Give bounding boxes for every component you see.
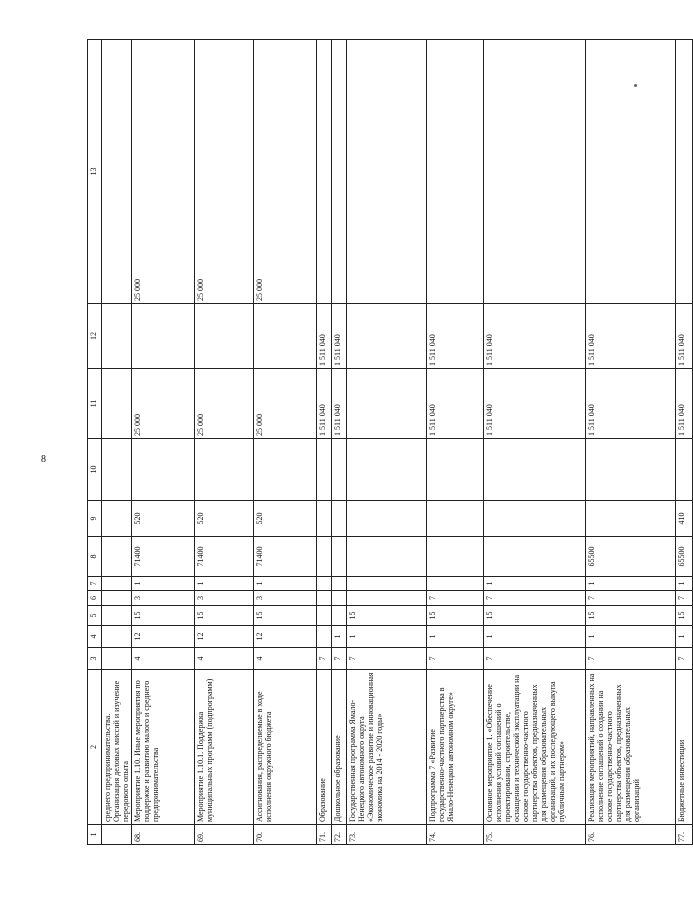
value-cell xyxy=(195,304,254,369)
header-cell: 3 xyxy=(88,648,102,670)
row-name-cell: Реализация мероприятий, направленных на исполнение соглашений о создании на основе государственно-частного партнерства объектов, предназначенных для размещения образовательных организаций xyxy=(586,670,676,825)
header-cell: 2 xyxy=(88,670,102,825)
value-cell xyxy=(102,369,132,439)
row-name-cell: Бюджетные инвестиции xyxy=(676,670,693,825)
value-cell: 520 xyxy=(132,501,195,537)
value-cell xyxy=(254,304,317,369)
value-cell xyxy=(347,577,427,591)
value-cell xyxy=(132,304,195,369)
value-cell xyxy=(347,501,427,537)
header-cell: 7 xyxy=(88,577,102,591)
value-cell: 25 000 xyxy=(132,369,195,439)
value-cell: 3 xyxy=(195,591,254,606)
value-cell xyxy=(102,40,132,304)
row-name-cell: Мероприятие 1.10.1. Поддержка муниципальных программ (подпрограмм) xyxy=(195,670,254,825)
row-number-cell: 72. xyxy=(332,825,347,845)
header-cell: 4 xyxy=(88,626,102,648)
value-cell: 3 xyxy=(254,591,317,606)
row-number-cell: 73. xyxy=(347,825,427,845)
value-cell: 1 511 040 xyxy=(427,369,484,439)
header-cell: 12 xyxy=(88,304,102,369)
row-number-cell: 70. xyxy=(254,825,317,845)
value-cell: 12 xyxy=(254,626,317,648)
value-cell: 3 xyxy=(132,591,195,606)
row-name-cell: Дошкольное образование xyxy=(332,670,347,825)
value-cell: 15 xyxy=(586,606,676,626)
value-cell xyxy=(102,626,132,648)
value-cell xyxy=(427,537,484,577)
row-name-cell: Основное мероприятие 1. «Обеспечение исполнения условий соглашений о проектировании, строительстве, оснащении и технической эксплуатации на основе государственно-частного партнерства объектов, предназначенных для размещения образовательных организаций, и их последующего выкупа публичным партнером» xyxy=(484,670,586,825)
value-cell xyxy=(317,626,332,648)
value-cell xyxy=(317,537,332,577)
value-cell: 15 xyxy=(484,606,586,626)
value-cell: 1 xyxy=(484,626,586,648)
value-cell xyxy=(317,577,332,591)
value-cell: 4 xyxy=(132,648,195,670)
value-cell xyxy=(332,591,347,606)
value-cell: 1 xyxy=(427,626,484,648)
value-cell: 4 xyxy=(195,648,254,670)
table-row xyxy=(102,40,132,845)
table-row xyxy=(317,40,332,845)
value-cell xyxy=(347,591,427,606)
value-cell: 1 xyxy=(484,577,586,591)
value-cell: 15 xyxy=(254,606,317,626)
row-name-cell: Государственная программа Ямало-Ненецкого автономного округа «Экономическое развитие и инновационная экономика на 2014 - 2020 годы» xyxy=(347,670,427,825)
value-cell: 12 xyxy=(195,626,254,648)
header-cell: 13 xyxy=(88,40,102,304)
table-row xyxy=(427,40,484,845)
row-number-cell: 75. xyxy=(484,825,586,845)
table-header-row xyxy=(88,40,102,845)
value-cell: 7 xyxy=(347,648,427,670)
table-row xyxy=(332,40,347,845)
header-cell: 10 xyxy=(88,439,102,501)
value-cell: 7 xyxy=(676,591,693,606)
value-cell xyxy=(586,40,676,304)
value-cell xyxy=(427,439,484,501)
value-cell xyxy=(347,439,427,501)
header-cell: 8 xyxy=(88,537,102,577)
table-row xyxy=(347,40,427,845)
value-cell: 65500 xyxy=(676,537,693,577)
header-cell: 11 xyxy=(88,369,102,439)
value-cell: 15 xyxy=(132,606,195,626)
value-cell: 71400 xyxy=(132,537,195,577)
row-number-cell: 74. xyxy=(427,825,484,845)
value-cell: 1 xyxy=(347,626,427,648)
table-row xyxy=(254,40,317,845)
value-cell xyxy=(102,591,132,606)
value-cell xyxy=(332,439,347,501)
value-cell xyxy=(427,501,484,537)
value-cell xyxy=(102,648,132,670)
value-cell: 1 xyxy=(254,577,317,591)
row-number-cell xyxy=(102,825,132,845)
value-cell xyxy=(332,606,347,626)
value-cell: 7 xyxy=(676,648,693,670)
value-cell: 1 511 040 xyxy=(427,304,484,369)
value-cell: 520 xyxy=(254,501,317,537)
value-cell xyxy=(676,439,693,501)
value-cell: 410 xyxy=(676,501,693,537)
value-cell: 7 xyxy=(317,648,332,670)
row-number-cell: 71. xyxy=(317,825,332,845)
rotated-table-wrapper xyxy=(87,40,686,845)
budget-table xyxy=(87,39,693,845)
value-cell: 1 511 040 xyxy=(586,304,676,369)
value-cell: 1 511 040 xyxy=(586,369,676,439)
row-number-cell: 68. xyxy=(132,825,195,845)
value-cell: 1 xyxy=(195,577,254,591)
table-row xyxy=(195,40,254,845)
row-name-cell: Ассигнования, распределяемые в ходе исполнения окружного бюджета xyxy=(254,670,317,825)
value-cell: 7 xyxy=(586,591,676,606)
value-cell: 1 xyxy=(586,577,676,591)
value-cell xyxy=(102,606,132,626)
value-cell: 4 xyxy=(254,648,317,670)
value-cell xyxy=(102,537,132,577)
value-cell: 1 511 040 xyxy=(317,304,332,369)
value-cell: 71400 xyxy=(195,537,254,577)
value-cell xyxy=(317,439,332,501)
value-cell xyxy=(102,439,132,501)
value-cell: 15 xyxy=(676,606,693,626)
value-cell: 15 xyxy=(347,606,427,626)
row-name-cell: среднего предпринимательства. Организация деловых миссий и изучение передового опыта xyxy=(102,670,132,825)
value-cell xyxy=(332,501,347,537)
value-cell xyxy=(332,537,347,577)
value-cell xyxy=(332,577,347,591)
value-cell xyxy=(317,501,332,537)
value-cell: 1 xyxy=(676,626,693,648)
table-row xyxy=(586,40,676,845)
value-cell xyxy=(427,577,484,591)
value-cell: 25 000 xyxy=(195,40,254,304)
value-cell xyxy=(317,606,332,626)
value-cell: 1 511 040 xyxy=(332,369,347,439)
header-cell: 1 xyxy=(88,825,102,845)
row-name-cell: Мероприятие 1.10. Иные мероприятия по поддержке и развитию малого и среднего предпринимательства xyxy=(132,670,195,825)
value-cell xyxy=(347,40,427,304)
value-cell: 15 xyxy=(427,606,484,626)
table-row xyxy=(132,40,195,845)
value-cell: 25 000 xyxy=(132,40,195,304)
value-cell xyxy=(132,439,195,501)
value-cell xyxy=(347,369,427,439)
value-cell xyxy=(484,501,586,537)
value-cell xyxy=(254,439,317,501)
value-cell: 7 xyxy=(427,648,484,670)
row-number-cell: 77. xyxy=(676,825,693,845)
value-cell: 1 xyxy=(676,577,693,591)
value-cell: 1 xyxy=(132,577,195,591)
value-cell: 12 xyxy=(132,626,195,648)
row-number-cell: 76. xyxy=(586,825,676,845)
table-row xyxy=(484,40,586,845)
value-cell xyxy=(195,439,254,501)
value-cell: 520 xyxy=(195,501,254,537)
page-number: 8 xyxy=(41,454,46,465)
value-cell: 1 511 040 xyxy=(676,369,693,439)
value-cell xyxy=(484,439,586,501)
header-cell: 6 xyxy=(88,591,102,606)
value-cell xyxy=(102,501,132,537)
header-cell: 9 xyxy=(88,501,102,537)
value-cell xyxy=(347,304,427,369)
value-cell xyxy=(332,40,347,304)
value-cell: 1 511 040 xyxy=(317,369,332,439)
value-cell: 1 511 040 xyxy=(484,304,586,369)
value-cell: 1 511 040 xyxy=(332,304,347,369)
value-cell: 1 511 040 xyxy=(676,304,693,369)
value-cell: 7 xyxy=(484,648,586,670)
value-cell xyxy=(102,577,132,591)
value-cell: 7 xyxy=(332,648,347,670)
value-cell: 25 000 xyxy=(254,40,317,304)
row-name-cell: Подпрограмма 7 «Развитие государственно-частного партнерства в Ямало-Ненецком автономном округе» xyxy=(427,670,484,825)
value-cell xyxy=(102,304,132,369)
value-cell: 7 xyxy=(427,591,484,606)
value-cell: 25 000 xyxy=(195,369,254,439)
value-cell: 1 xyxy=(332,626,347,648)
value-cell xyxy=(317,40,332,304)
table-row xyxy=(676,40,693,845)
value-cell xyxy=(586,439,676,501)
value-cell: 1 xyxy=(586,626,676,648)
value-cell xyxy=(484,40,586,304)
value-cell xyxy=(484,537,586,577)
value-cell xyxy=(347,537,427,577)
value-cell: 7 xyxy=(484,591,586,606)
value-cell: 25 000 xyxy=(254,369,317,439)
value-cell: 15 xyxy=(195,606,254,626)
row-number-cell: 69. xyxy=(195,825,254,845)
value-cell xyxy=(586,501,676,537)
header-cell: 5 xyxy=(88,606,102,626)
value-cell xyxy=(676,40,693,304)
value-cell: 65500 xyxy=(586,537,676,577)
value-cell xyxy=(317,591,332,606)
value-cell xyxy=(427,40,484,304)
value-cell: 71400 xyxy=(254,537,317,577)
value-cell: 1 511 040 xyxy=(484,369,586,439)
row-name-cell: Образование xyxy=(317,670,332,825)
value-cell: 7 xyxy=(586,648,676,670)
